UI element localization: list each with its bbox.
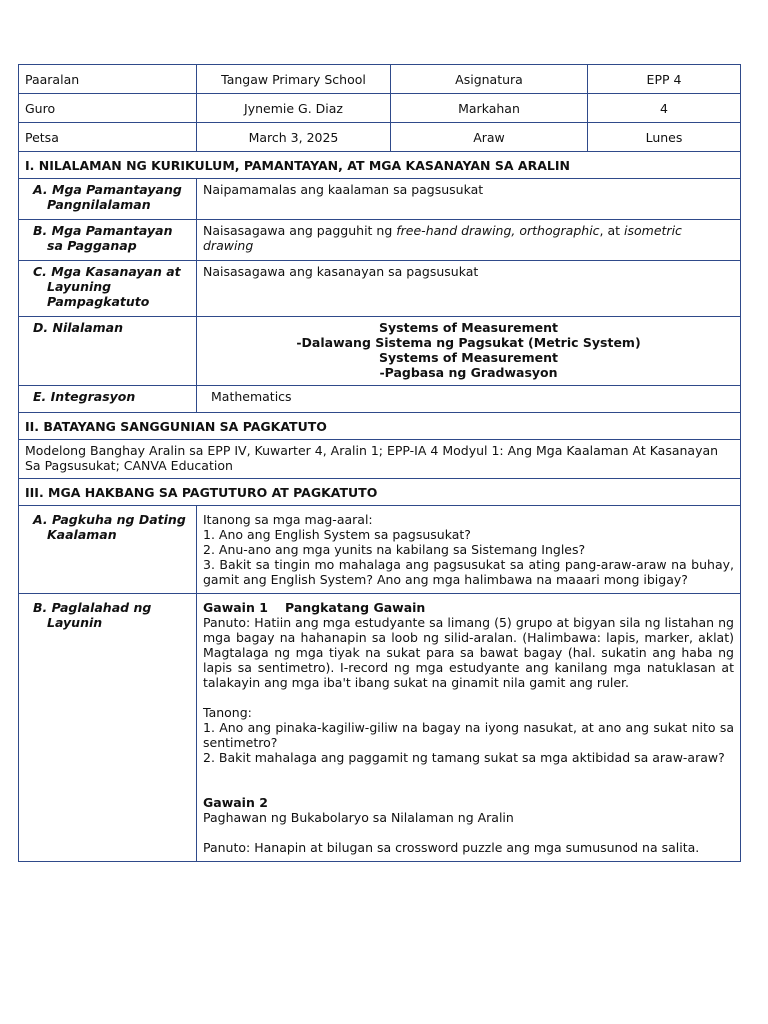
- header-row-petsa: [19, 123, 741, 152]
- section-3a-label-line2: Kaalaman: [47, 527, 117, 542]
- gawain-2-subtitle: Paghawan ng Bukabolaryo sa Nilalaman ng Aralin: [203, 810, 514, 825]
- araw-value: Lunes: [588, 123, 741, 152]
- nilalaman-line-4: -Pagbasa ng Gradwasyon: [379, 365, 558, 380]
- gawain-1-panuto: Panuto: Hatiin ang mga estudyante sa limang (5) grupo at bigyan sila ng listahan ng mga bagay na hahanapin sa loob ng silid-aralan. (Halimbawa: lapis, marker, aklat) Magtalaga ng mga tiyak na sukat para sa bawat bagay (hal. sukatin ang haba ng lapis sa sentimetro). I-record ng mga estudyante ang kanilang mga natuklasan at talakayin ang mga iba't ibang sukat na ginamit nila gamit ang ruler.: [203, 615, 734, 690]
- section-3b-value: [197, 594, 741, 862]
- section-3a-q3: 3. Bakit sa tingin mo mahalaga ang pagsusukat sa ating pang-araw-araw na buhay, gamit ang English System? Ano ang mga halimbawa na maaari mong ibigay?: [203, 557, 734, 587]
- lesson-plan-table: [18, 64, 741, 862]
- section-1b-text-4: isometric: [624, 223, 682, 238]
- section-1b-row: [19, 220, 741, 261]
- section-1c-label: [19, 261, 197, 317]
- guro-value: Jynemie G. Diaz: [197, 94, 391, 123]
- araw-label: Araw: [391, 123, 588, 152]
- gawain-2-panuto: Panuto: Hanapin at bilugan sa crossword puzzle ang mga sumusunod na salita.: [203, 840, 700, 855]
- section-1b-text-2: free-hand drawing, orthographic: [396, 223, 600, 238]
- section-1-row: [19, 152, 741, 179]
- section-1c-label-line1: C. Mga Kasanayan at: [33, 264, 181, 279]
- asignatura-label: Asignatura: [391, 65, 588, 94]
- tanong-label: Tanong:: [203, 705, 252, 720]
- section-3a-q1: 1. Ano ang English System sa pagsusukat?: [203, 527, 471, 542]
- section-1a-label: [19, 179, 197, 220]
- section-1a-label-line1: A. Mga Pamantayang: [33, 182, 182, 197]
- section-1d-label: D. Nilalaman: [19, 317, 197, 386]
- section-1c-row: [19, 261, 741, 317]
- section-1b-value: [197, 220, 741, 261]
- spacer: [203, 765, 734, 795]
- section-1e-label: E. Integrasyon: [19, 386, 197, 413]
- section-3a-q2: 2. Anu-ano ang mga yunits na kabilang sa Sistemang Ingles?: [203, 542, 586, 557]
- section-1e-value: Mathematics: [197, 386, 741, 413]
- tanong-1: 1. Ano ang pinaka-kagiliw-giliw na bagay na iyong nasukat, at ano ang sukat nito sa sentimetro?: [203, 720, 734, 750]
- section-2-row: [19, 413, 741, 440]
- section-1-title: I. NILALAMAN NG KURIKULUM, PAMANTAYAN, AT MGA KASANAYAN SA ARALIN: [19, 152, 741, 179]
- section-1d-row: [19, 317, 741, 386]
- section-3a-row: [19, 506, 741, 594]
- section-3b-row: [19, 594, 741, 862]
- section-3b-label: [19, 594, 197, 862]
- gawain-1-number: Gawain 1: [203, 600, 268, 615]
- section-2-title: II. BATAYANG SANGGUNIAN SA PAGKATUTO: [19, 413, 741, 440]
- section-1a-value: Naipamamalas ang kaalaman sa pagsusukat: [197, 179, 741, 220]
- petsa-value: March 3, 2025: [197, 123, 391, 152]
- markahan-label: Markahan: [391, 94, 588, 123]
- section-3a-value: [197, 506, 741, 594]
- nilalaman-line-3: Systems of Measurement: [379, 350, 558, 365]
- gawain-1-title: Pangkatang Gawain: [285, 600, 426, 615]
- gawain-2-title: Gawain 2: [203, 795, 268, 810]
- guro-label: Guro: [19, 94, 197, 123]
- section-3b-label-line1: B. Paglalahad ng: [33, 600, 152, 615]
- spacer: [203, 690, 734, 705]
- section-1a-row: [19, 179, 741, 220]
- section-1c-label-line3: Pampagkatuto: [47, 294, 150, 309]
- section-2-content-row: [19, 440, 741, 479]
- markahan-value: 4: [588, 94, 741, 123]
- section-1c-label-line2: Layuning: [47, 279, 112, 294]
- asignatura-value: EPP 4: [588, 65, 741, 94]
- header-row-guro: [19, 94, 741, 123]
- section-3b-label-line2: Layunin: [47, 615, 103, 630]
- section-2-text: Modelong Banghay Aralin sa EPP IV, Kuwarter 4, Aralin 1; EPP-IA 4 Modyul 1: Ang Mga Kaalaman At Kasanayan Sa Pagsusukat; CANVA Education: [19, 440, 741, 479]
- spacer: [203, 825, 734, 840]
- section-3a-label-line1: A. Pagkuha ng Dating: [33, 512, 186, 527]
- gawain-1-heading: [203, 600, 734, 615]
- section-1b-text-1: Naisasagawa ang pagguhit ng: [203, 223, 397, 238]
- section-1e-row: [19, 386, 741, 413]
- section-1b-label-line1: B. Mga Pamantayan: [33, 223, 173, 238]
- section-3a-intro: Itanong sa mga mag-aaral:: [203, 512, 373, 527]
- section-3-title: III. MGA HAKBANG SA PAGTUTURO AT PAGKATUTO: [19, 479, 741, 506]
- section-1c-value: Naisasagawa ang kasanayan sa pagsusukat: [197, 261, 741, 317]
- nilalaman-line-1: Systems of Measurement: [379, 320, 558, 335]
- section-1b-label: [19, 220, 197, 261]
- paaralan-value: Tangaw Primary School: [197, 65, 391, 94]
- petsa-label: Petsa: [19, 123, 197, 152]
- section-1a-label-line2: Pangnilalaman: [47, 197, 151, 212]
- section-1d-value: [197, 317, 741, 386]
- lesson-plan-document: [18, 64, 740, 862]
- header-row-paaralan: [19, 65, 741, 94]
- section-1b-label-line2: sa Pagganap: [47, 238, 137, 253]
- section-1b-text-3: , at: [599, 223, 625, 238]
- nilalaman-line-2: -Dalawang Sistema ng Pagsukat (Metric System): [296, 335, 641, 350]
- tanong-2: 2. Bakit mahalaga ang paggamit ng tamang sukat sa mga aktibidad sa araw-araw?: [203, 750, 725, 765]
- section-3-row: [19, 479, 741, 506]
- paaralan-label: Paaralan: [19, 65, 197, 94]
- section-3a-label: [19, 506, 197, 594]
- section-1b-text-5: drawing: [203, 238, 254, 253]
